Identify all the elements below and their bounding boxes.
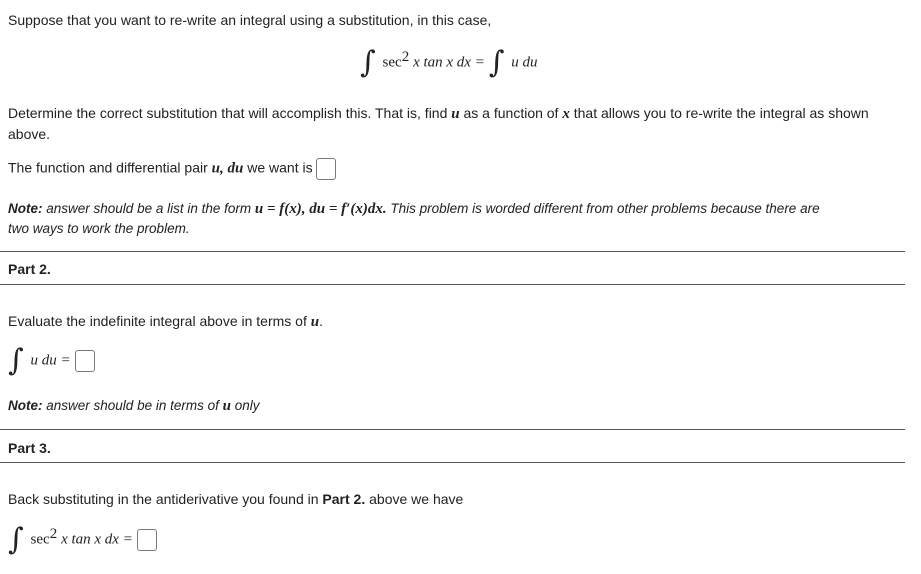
part3-prompt xyxy=(8,491,463,507)
part2-prompt xyxy=(8,313,323,331)
note-1-label: Note: xyxy=(8,201,43,216)
integral-sign-icon: ∫ xyxy=(488,45,505,80)
answer-input-3[interactable] xyxy=(137,529,157,551)
part3-integral xyxy=(8,522,157,557)
note-2-text: answer should be in terms of xyxy=(46,398,219,413)
note-1-text1: answer should be a list in the form xyxy=(46,201,252,216)
pair-suffix: we want is xyxy=(247,159,313,176)
note-2-end: only xyxy=(234,398,260,413)
integrand-rhs: u du xyxy=(511,54,538,71)
part3-prompt-end: above we have xyxy=(369,491,464,507)
pair-prefix: The function and differential pair xyxy=(8,159,208,176)
note-1 xyxy=(8,199,908,239)
integral-sign-icon: ∫ xyxy=(360,45,376,80)
determine-x: x xyxy=(562,106,570,122)
answer-input-1[interactable] xyxy=(316,158,336,180)
integrand-sec: sec xyxy=(382,54,402,71)
part2-prompt-text: Evaluate the indefinite integral above in terms of xyxy=(8,313,307,329)
part2-prompt-var: u xyxy=(310,314,320,330)
note-2 xyxy=(8,398,260,415)
determine-mid: as a function of xyxy=(463,105,559,121)
part3-prompt-bold: Part 2. xyxy=(322,491,366,507)
part2-integral-expr: u du = xyxy=(30,352,71,369)
part2-integral xyxy=(8,343,95,378)
note-1-line2: two ways to work the problem. xyxy=(8,221,190,236)
integral-equation xyxy=(360,45,538,80)
intro-text: Suppose that you want to re-write an integral using a substitution, in this case, xyxy=(8,12,492,28)
integral-sign-icon: ∫ xyxy=(8,343,24,378)
part3-heading: Part 3. xyxy=(8,440,51,456)
divider xyxy=(0,429,905,430)
determine-line1: Determine the correct substitution that will accomplish this. That is, find xyxy=(8,105,448,121)
note-2-var: u xyxy=(222,398,231,414)
part2-prompt-end: . xyxy=(319,313,323,329)
integrand-exponent: 2 xyxy=(401,49,410,66)
note-1-math: u = f(x), du = f′(x)dx. xyxy=(254,201,387,217)
part3-prompt-start: Back substituting in the antiderivative you found in xyxy=(8,491,319,507)
pair-line xyxy=(8,158,336,180)
part3-integrand-exponent: 2 xyxy=(49,526,58,543)
answer-input-2[interactable] xyxy=(75,350,95,372)
pair-vars: u, du xyxy=(211,160,244,177)
determine-line2: above. xyxy=(8,126,51,142)
integrand-rest: x tan x dx = xyxy=(413,54,485,71)
divider xyxy=(0,251,905,252)
determine-text xyxy=(8,103,908,144)
divider xyxy=(0,462,905,463)
determine-end: that allows you to re-write the integral as shown xyxy=(573,105,869,121)
part2-heading: Part 2. xyxy=(8,261,51,277)
divider xyxy=(0,284,905,285)
note-1-text2: This problem is worded different from other problems because there are xyxy=(390,201,820,216)
part3-integrand-rest: x tan x dx = xyxy=(61,531,133,548)
part3-integrand-sec: sec xyxy=(30,531,50,548)
note-2-label: Note: xyxy=(8,398,43,413)
integral-sign-icon: ∫ xyxy=(8,522,24,557)
determine-u: u xyxy=(451,106,460,122)
